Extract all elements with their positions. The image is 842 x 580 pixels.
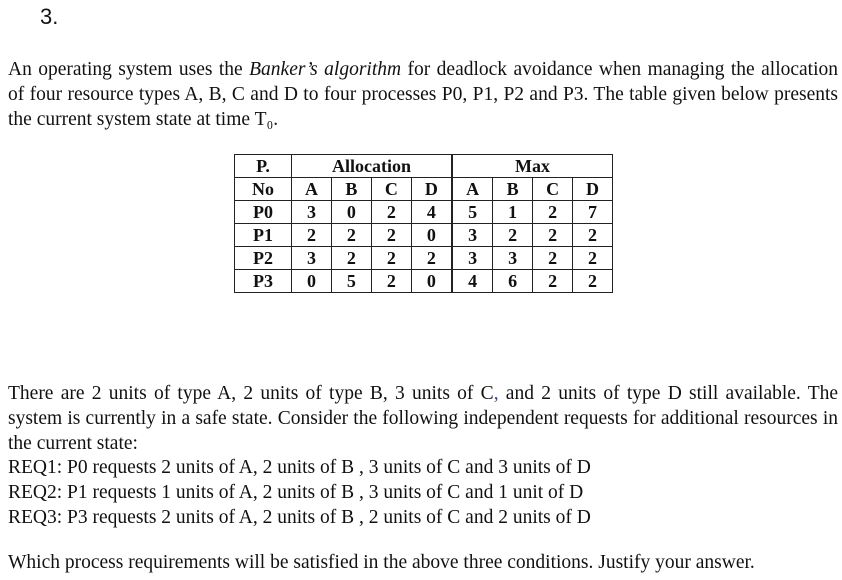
allocation-cell: 5: [331, 270, 371, 293]
process-header-no: No: [235, 178, 292, 201]
process-name: P2: [235, 247, 292, 270]
allocation-cell: 2: [411, 247, 452, 270]
table-header-row-2: [235, 178, 613, 201]
allocation-cell: 2: [371, 201, 411, 224]
allocation-cell: 0: [411, 270, 452, 293]
allocation-cell: 0: [331, 201, 371, 224]
process-name: P0: [235, 201, 292, 224]
max-cell: 2: [573, 247, 613, 270]
max-cell: 3: [493, 247, 533, 270]
max-cell: 3: [452, 224, 493, 247]
table-row: [235, 247, 613, 270]
request-req3: REQ3: P3 requests 2 units of A, 2 units of B , 2 units of C and 2 units of D: [8, 507, 591, 528]
max-cell: 4: [452, 270, 493, 293]
table-row: [235, 270, 613, 293]
allocation-cell: 2: [371, 247, 411, 270]
table-row: [235, 224, 613, 247]
max-cell: 1: [493, 201, 533, 224]
max-cell: 2: [533, 247, 573, 270]
max-cell: 2: [533, 201, 573, 224]
allocation-cell: 0: [292, 270, 332, 293]
allocation-cell: 2: [371, 270, 411, 293]
intro-text-end: for deadlock avoidance when managing the allocation of four resource types A, B, C and D to four processes P0, P1, P2 and P3. The table given below presents the current system state at time T₀.: [8, 59, 839, 130]
request-req2: REQ2: P1 requests 1 units of A, 2 units of B , 3 units of C and 1 unit of D: [8, 482, 584, 503]
allocation-cell: 3: [292, 247, 332, 270]
max-cell: 2: [573, 270, 613, 293]
question-text: Which process requirements will be satisfied in the above three conditions. Justify your answer.: [8, 552, 755, 573]
process-header-p: P.: [235, 155, 292, 178]
allocation-cell: 2: [331, 247, 371, 270]
max-cell: 2: [533, 224, 573, 247]
available-resources-paragraph: [8, 381, 838, 456]
table-row: [235, 201, 613, 224]
allocation-cell: 4: [411, 201, 452, 224]
max-cell: 6: [493, 270, 533, 293]
allocation-cell: 2: [331, 224, 371, 247]
table-header-row-1: [235, 155, 613, 178]
max-cell: 3: [452, 247, 493, 270]
available-text-start: There are 2 units of type A, 2 units of type B, 3 units of C: [8, 383, 494, 404]
bankers-algorithm-term: Banker’s algorithm: [249, 59, 402, 80]
process-name: P1: [235, 224, 292, 247]
max-cell: 2: [573, 224, 613, 247]
max-resource-a: A: [452, 178, 493, 201]
max-cell: 7: [573, 201, 613, 224]
max-cell: 5: [452, 201, 493, 224]
request-req1: REQ1: P0 requests 2 units of A, 2 units of B , 3 units of C and 3 units of D: [8, 457, 591, 478]
max-header: Max: [452, 155, 613, 178]
allocation-cell: 3: [292, 201, 332, 224]
intro-text-start: An operating system uses the: [8, 59, 250, 80]
max-cell: 2: [533, 270, 573, 293]
intro-paragraph: [8, 57, 838, 132]
available-text-end: and 2 units of type D still available. The system is currently in a safe state. Consider the following independent requests for additional resources in the current state:: [8, 383, 839, 454]
max-cell: 2: [493, 224, 533, 247]
allocation-cell: 0: [411, 224, 452, 247]
allocation-cell: 2: [371, 224, 411, 247]
system-state-table: [234, 154, 613, 293]
allocation-resource-a: A: [292, 178, 332, 201]
max-resource-c: C: [533, 178, 573, 201]
allocation-cell: 2: [292, 224, 332, 247]
allocation-header: Allocation: [292, 155, 453, 178]
allocation-resource-b: B: [331, 178, 371, 201]
max-resource-b: B: [493, 178, 533, 201]
question-number: 3.: [40, 4, 59, 29]
allocation-resource-d: D: [411, 178, 452, 201]
accent-comma: ,: [493, 383, 499, 404]
process-name: P3: [235, 270, 292, 293]
allocation-resource-c: C: [371, 178, 411, 201]
max-resource-d: D: [573, 178, 613, 201]
